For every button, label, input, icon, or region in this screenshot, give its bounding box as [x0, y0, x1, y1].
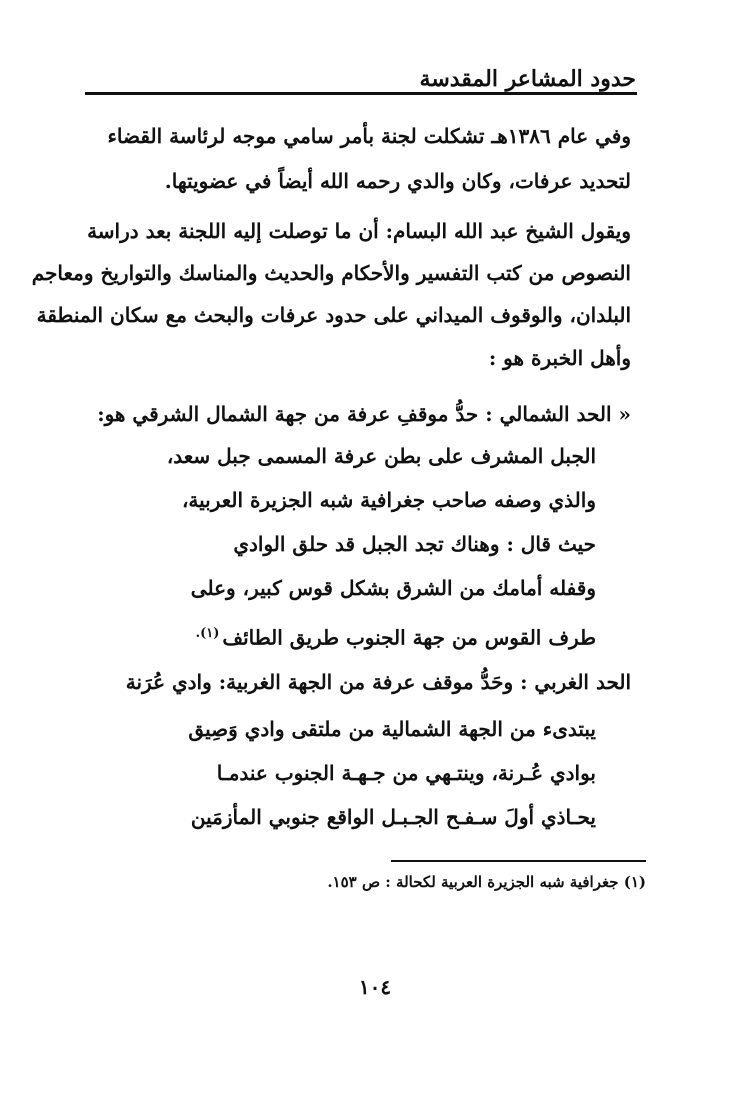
footnote-text: (١) جغرافية شبه الجزيرة العربية لكحالة : ص ١٥٣.: [327, 873, 646, 891]
northern-boundary-line-6-text: طرف القوس من جهة الجنوب طريق الطائف: [222, 625, 596, 650]
western-boundary-line-2: يبتدىء من الجهة الشمالية من ملتقى وادي وَصِيق: [188, 717, 596, 741]
header-rule: [85, 92, 637, 95]
paragraph-2-line-1: ويقول الشيخ عبد الله البسام: أن ما توصلت إليه اللجنة بعد دراسة: [87, 219, 631, 243]
western-boundary-line-4: يحـاذي أولَ سـفـح الجـبـل الواقع جنوبي المأزمَين: [190, 805, 596, 829]
page-number: ١٠٤: [358, 975, 392, 999]
footnote-separator: [391, 860, 646, 862]
footnote-reference: (١).: [195, 626, 220, 641]
running-header-title: حدود المشاعر المقدسة: [419, 66, 636, 92]
western-boundary-line-3: بوادي عُـرنة، وينتـهي من جـهـة الجنوب عندمـا: [216, 761, 596, 785]
paragraph-2-line-4: وأهل الخبرة هو :: [488, 346, 631, 370]
northern-boundary-heading-line: « الحد الشمالي : حدُّ موقفِ عرفة من جهة الشمال الشرقي هو:: [97, 402, 631, 426]
paragraph-2-line-2: النصوص من كتب التفسير والأحكام والحديث والمناسك والتواريخ ومعاجم: [31, 261, 631, 285]
northern-boundary-line-3: والذي وصفه صاحب جغرافية شبه الجزيرة العربية،: [181, 488, 596, 512]
western-boundary-heading-line: الحد الغربي : وحَدُّ موقف عرفة من الجهة الغربية: وادي عُرَنة: [125, 670, 631, 694]
paragraph-2-line-3: البلدان، والوقوف الميداني على حدود عرفات والبحث مع سكان المنطقة: [36, 303, 631, 327]
northern-boundary-line-6: [96, 620, 596, 652]
northern-boundary-line-4: حيث قال : وهناك تجد الجبل قد حلق الوادي: [233, 532, 596, 556]
northern-boundary-line-5: وقفله أمامك من الشرق بشكل قوس كبير، وعلى: [190, 576, 596, 600]
northern-boundary-line-2: الجبل المشرف على بطن عرفة المسمى جبل سعد،: [166, 444, 596, 468]
paragraph-1-line-2: لتحديد عرفات، وكان والدي رحمه الله أيضاً في عضويتها.: [164, 169, 631, 193]
paragraph-1-line-1: وفي عام ١٣٨٦هـ تشكلت لجنة بأمر سامي موجه لرئاسة القضاء: [107, 124, 631, 148]
